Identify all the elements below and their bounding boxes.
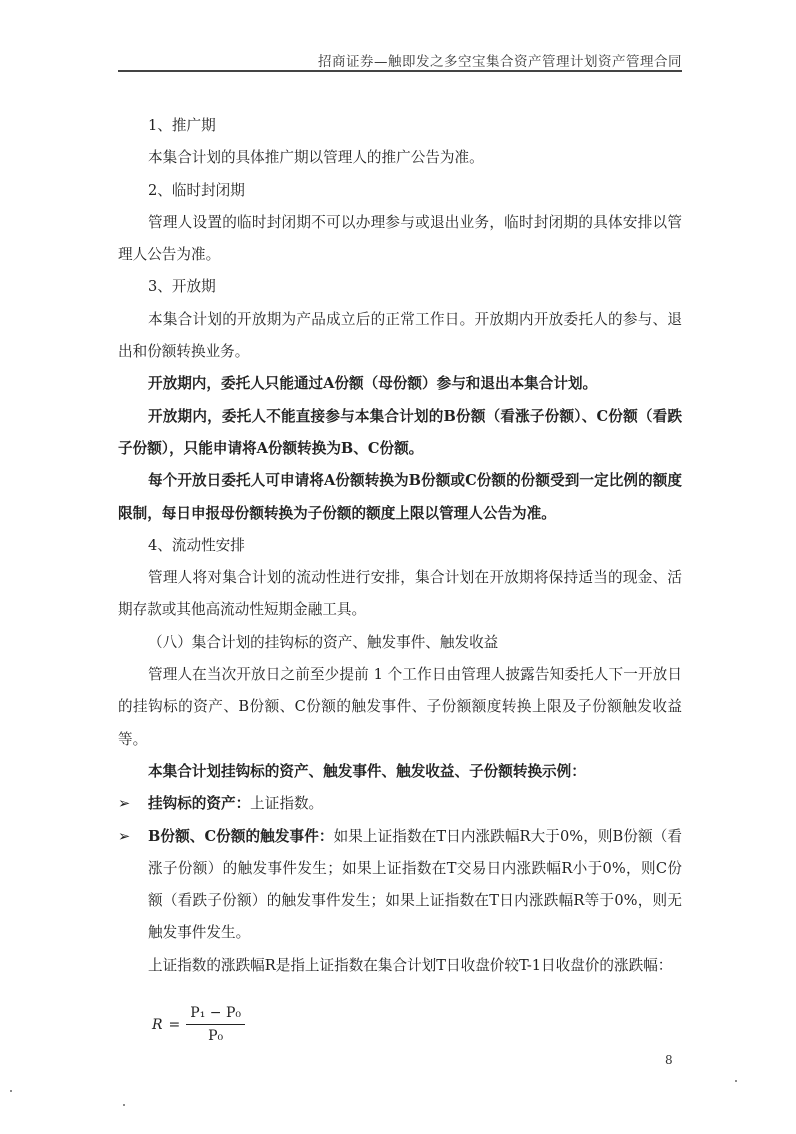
body-text (118, 110, 682, 982)
formula-numerator: P₁ − P₀ (186, 1005, 245, 1025)
paragraph: 管理人将对集合计划的流动性进行安排，集合计划在开放期将保持适当的现金、活期存款或其他高流动性短期金融工具。 (118, 569, 682, 619)
bullet-text: 上证指数。 (250, 795, 324, 813)
formula-equals: = (168, 1016, 181, 1033)
formula-lhs: R (152, 1016, 163, 1033)
paragraph: 管理人设置的临时封闭期不可以办理参与或退出业务，临时封闭期的具体安排以管理人公告为准。 (118, 213, 682, 264)
paragraph-bold: 每个开放日委托人可申请将A份额转换为B份额或C份额的份额受到一定比例的额度限制，每日申报母份额转换为子份额的额度上限以管理人公告为准。 (118, 472, 682, 522)
running-header: 招商证券—触即发之多空宝集合资产管理计划资产管理合同 (318, 54, 682, 70)
bullet-text: 如果上证指数在T日内涨跌幅R大于0%，则B份额（看涨子份额）的触发事件发生；如果上证指数在T交易日内涨跌幅R小于0%，则C份额（看跌子份额）的触发事件发生；如果上证指数在T日内涨跌幅R等于0%，则无触发事件发生。 (148, 827, 682, 942)
paragraph: 管理人在当次开放日之前至少提前 1 个工作日由管理人披露告知委托人下一开放日的挂钩标的资产、B份额、C份额的触发事件、子份额额度转换上限及子份额触发收益等。 (118, 666, 682, 748)
formula-denominator: P₀ (208, 1028, 224, 1044)
section-heading-liquidity: 4、流动性安排 (148, 536, 245, 554)
bullet-label: B份额、C份额的触发事件： (148, 827, 334, 845)
formula (152, 1005, 245, 1044)
scan-speck (735, 1080, 737, 1082)
paragraph-bold: 本集合计划挂钩标的资产、触发事件、触发收益、子份额转换示例： (148, 762, 586, 780)
bullet-item (118, 821, 682, 950)
scan-speck (123, 1104, 125, 1106)
scan-speck (10, 1090, 12, 1092)
bullet-item (118, 788, 682, 820)
paragraph: 本集合计划的开放期为产品成立后的正常工作日。开放期内开放委托人的参与、退出和份额转换业务。 (118, 310, 682, 361)
bullet-arrow-icon: ➢ (118, 795, 131, 813)
paragraph: 本集合计划的具体推广期以管理人的推广公告为准。 (148, 149, 484, 167)
section-heading-promotion: 1、推广期 (148, 117, 216, 134)
bullet-label: 挂钩标的资产： (148, 795, 251, 813)
paragraph-bold: 开放期内，委托人不能直接参与本集合计划的B份额（看涨子份额）、C份额（看跌子份额），只能申请将A份额转换为B、C份额。 (118, 407, 682, 457)
section-heading-underlying: （八）集合计划的挂钩标的资产、触发事件、触发收益 (148, 633, 499, 651)
paragraph: 上证指数的涨跌幅R是指上证指数在集合计划T日收盘价较T-1日收盘价的涨跌幅： (148, 956, 673, 974)
header-rule (118, 70, 682, 72)
formula-fraction (186, 1005, 245, 1044)
paragraph-bold: 开放期内，委托人只能通过A份额（母份额）参与和退出本集合计划。 (148, 375, 598, 393)
page-number: 8 (665, 1053, 673, 1067)
section-heading-closed-period: 2、临时封闭期 (148, 181, 245, 199)
section-heading-open-period: 3、开放期 (148, 278, 216, 296)
bullet-arrow-icon: ➢ (118, 827, 131, 845)
